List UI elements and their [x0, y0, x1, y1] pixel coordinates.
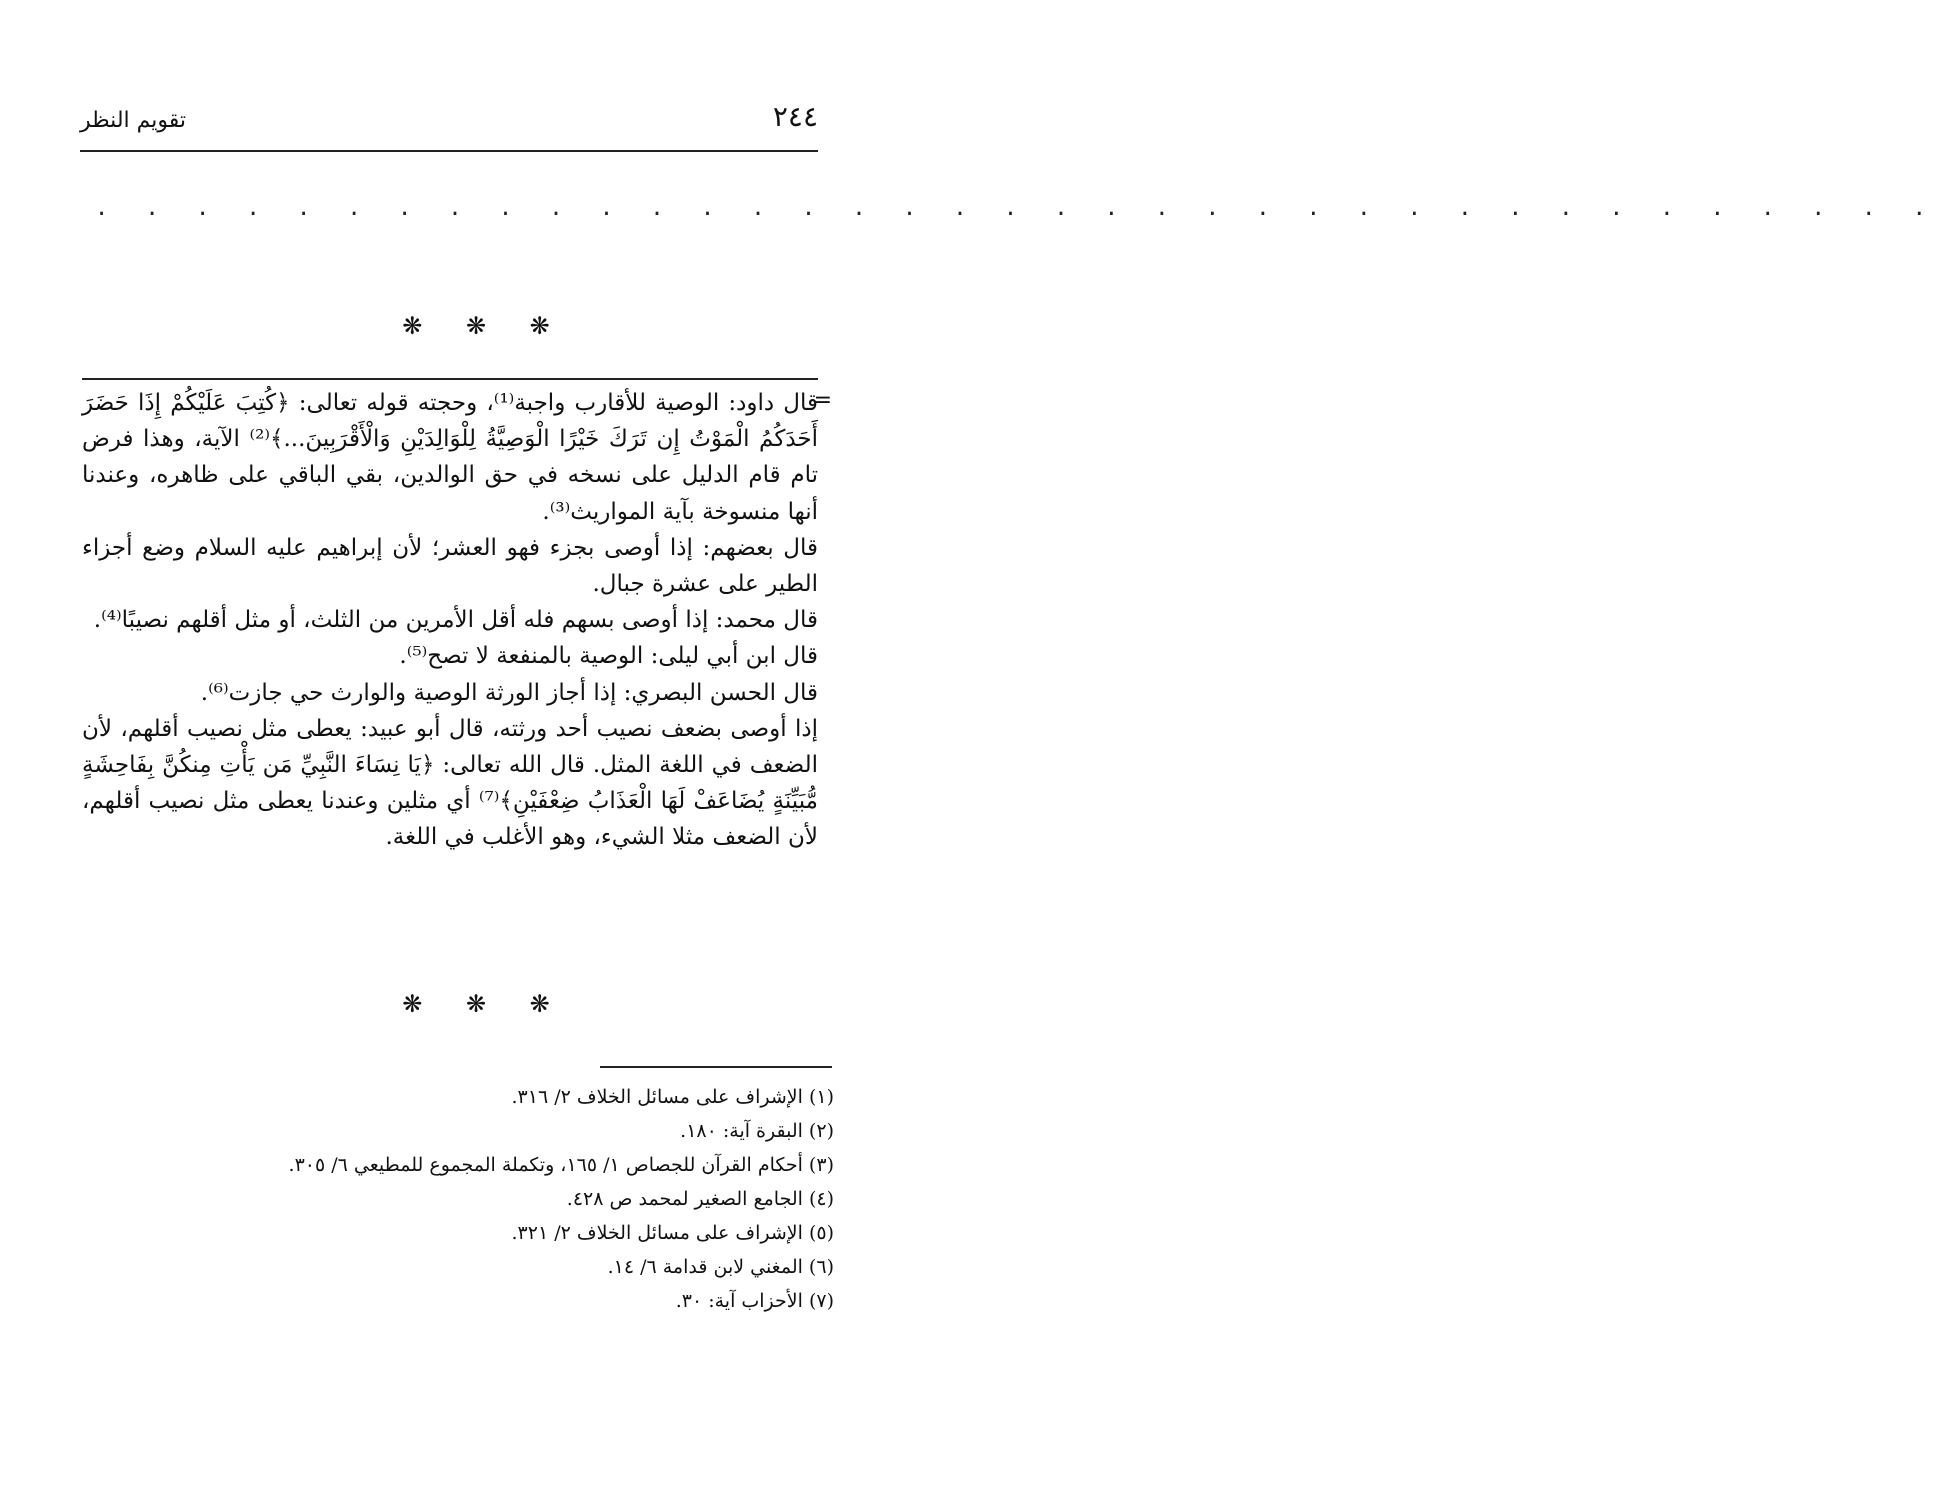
footnote-1: (١) الإشراف على مسائل الخلاف ٢/ ٣١٦. — [511, 1086, 834, 1108]
main-text — [82, 385, 818, 856]
page-number: ٢٤٤ — [772, 100, 818, 133]
footnote-7: (٧) الأحزاب آية: ٣٠. — [675, 1290, 834, 1312]
paragraph-muhammad: قال محمد: إذا أوصى بسهم فله أقل الأمرين من الثلث، أو مثل أقلهم نصيبًا⁽⁴⁾. — [93, 607, 818, 634]
header-rule — [80, 150, 818, 152]
paragraph-some-said: قال بعضهم: إذا أوصى بجزء فهو العشر؛ لأن إبراهيم عليه السلام وضع أجزاء الطير على عشرة جبال. — [82, 534, 818, 598]
footnote-3: (٣) أحكام القرآن للجصاص ١/ ١٦٥، وتكملة المجموع للمطيعي ٦/ ٣٠٥. — [288, 1154, 834, 1176]
paragraph-ibn-abi-layla: قال ابن أبي ليلى: الوصية بالمنفعة لا تصح⁽⁵⁾. — [399, 643, 818, 670]
paragraph-hasan-basri: قال الحسن البصري: إذا أجاز الورثة الوصية والوارث حي جازت⁽⁶⁾. — [200, 679, 818, 706]
footnote-5: (٥) الإشراف على مسائل الخلاف ٢/ ٣٢١. — [511, 1222, 834, 1244]
footnote-2: (٢) البقرة آية: ١٨٠. — [680, 1120, 834, 1142]
footnote-rule — [600, 1066, 832, 1068]
continuation-mark: = — [813, 388, 832, 413]
footnote-6: (٦) المغني لابن قدامة ٦/ ١٤. — [607, 1256, 834, 1278]
running-title: تقويم النظر — [80, 108, 187, 133]
ellipsis-dotted-line: . . . . . . . . . . . . . . . . . . . . . . . . . . . . . . . . . . . . . — [95, 196, 1938, 221]
paragraph-double-share: إذا أوصى بضعف نصيب أحد ورثته، قال أبو عبيد: يعطى مثل نصيب أقلهم، لأن الضعف في اللغة المثل. قال الله تعالى: ﴿يَا نِسَاءَ النَّبِيِّ مَن يَأْتِ مِنكُنَّ بِفَاحِشَةٍ مُّبَيِّنَةٍ يُضَاعَفْ لَهَا الْعَذَابُ ضِعْفَيْنِ﴾⁽⁷⁾ أي مثلين وعندنا يعطى مثل نصيب أقلهم، لأن الضعف مثلا الشيء، وهو الأغلب في اللغة. — [82, 715, 818, 851]
section-rule — [82, 378, 818, 380]
footnote-4: (٤) الجامع الصغير لمحمد ص ٤٢٨. — [566, 1188, 834, 1210]
footnotes — [82, 1080, 834, 1318]
paragraph-dawud: قال داود: الوصية للأقارب واجبة⁽¹⁾، وحجته قوله تعالى: ﴿كُتِبَ عَلَيْكُمْ إِذَا حَضَرَ أَحَدَكُمُ الْمَوْتُ إِن تَرَكَ خَيْرًا الْوَصِيَّةُ لِلْوَالِدَيْنِ وَالْأَقْرَبِينَ...﴾⁽²⁾ الآية، وهذا فرض تام قام الدليل على نسخه في حق الوالدين، بقي الباقي على ظاهره، وعندنا أنها منسوخة بآية المواريث⁽³⁾. — [82, 390, 818, 525]
section-separator-top: ❋ ❋ ❋ — [402, 312, 568, 340]
section-separator-bottom: ❋ ❋ ❋ — [402, 990, 568, 1018]
page-header — [80, 100, 818, 146]
